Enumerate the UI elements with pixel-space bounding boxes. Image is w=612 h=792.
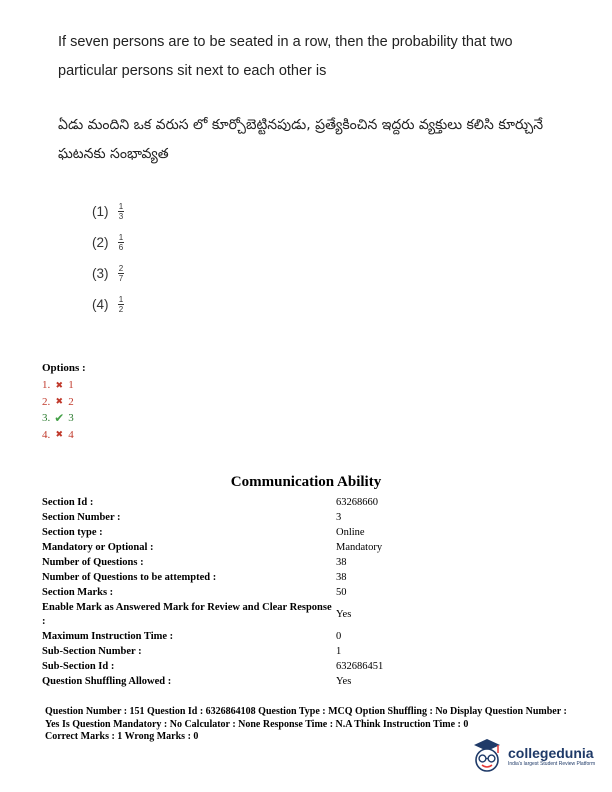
row-key: Number of Questions : (42, 557, 144, 568)
fraction (118, 264, 124, 283)
row-key: Sub-Section Number : (42, 646, 142, 657)
option-value: 1 (68, 379, 74, 392)
row-key: Enable Mark as Answered Mark for Review and Clear Response : (42, 601, 332, 627)
option-index: 2. (42, 395, 51, 408)
choice-4 (92, 289, 124, 320)
row-key: Section type : (42, 527, 103, 538)
check-icon: ✔ (54, 410, 65, 425)
row-value: 632686451 (336, 661, 384, 672)
row-value: 38 (336, 572, 347, 583)
option-item (42, 394, 86, 411)
table-row (42, 570, 436, 585)
table-row (42, 555, 436, 570)
row-value: 1 (336, 646, 342, 657)
fraction-numerator: 1 (118, 233, 124, 242)
choice-1 (92, 196, 124, 227)
row-value: 63268660 (336, 497, 378, 508)
fraction-denominator: 3 (118, 212, 124, 221)
table-row (42, 585, 436, 600)
row-key: Maximum Instruction Time : (42, 631, 174, 642)
answer-choices (92, 196, 124, 320)
fraction-numerator: 1 (118, 295, 124, 304)
table-row (42, 644, 436, 659)
row-value: 3 (336, 512, 342, 523)
option-item (42, 427, 86, 444)
fraction-numerator: 1 (118, 202, 124, 211)
row-value: 38 (336, 557, 347, 568)
question-meta-text: Question Number : 151 Question Id : 6326864108 Question Type : MCQ Option Shuffling : No Display Question Number : Yes Is Question Mandatory : No Calculator : None Response Time : N.A Think Instruction Time : 0 (45, 706, 567, 730)
option-item (42, 410, 86, 427)
option-item (42, 377, 86, 394)
choice-3 (92, 258, 124, 289)
options-list (42, 362, 86, 443)
fraction (118, 202, 124, 221)
row-value: Yes (336, 676, 352, 687)
row-value: Yes (336, 609, 352, 620)
option-value: 2 (68, 395, 74, 408)
choice-label: (2) (92, 235, 109, 250)
choice-label: (3) (92, 266, 109, 281)
table-row (42, 674, 436, 689)
question-telugu: ఏడు మందిని ఒక వరుస లో కూర్చోబెట్టినపుడు, ప్రత్యేకించిన ఇద్దరు వ్యక్తులు కలిసి కూర్చునే ఘటనకు సంభావ్యత (58, 117, 544, 162)
section-details-table (42, 495, 436, 689)
cross-icon: ✖ (55, 396, 64, 407)
option-index: 3. (42, 412, 51, 425)
cross-icon: ✖ (55, 429, 64, 440)
fraction-denominator: 6 (118, 243, 124, 252)
table-row (42, 629, 436, 644)
option-value: 4 (68, 428, 74, 441)
table-row (42, 525, 436, 540)
row-value: Mandatory (336, 542, 383, 553)
choice-label: (1) (92, 204, 109, 219)
table-row (42, 510, 436, 525)
fraction (118, 233, 124, 252)
table-row (42, 540, 436, 555)
choice-label: (4) (92, 297, 109, 312)
table-row (42, 495, 436, 510)
marks-text: Correct Marks : 1 Wrong Marks : 0 (45, 731, 199, 742)
fraction-numerator: 2 (118, 264, 124, 273)
row-key: Number of Questions to be attempted : (42, 572, 217, 583)
row-key: Section Number : (42, 512, 121, 523)
collegedunia-logo (470, 736, 595, 776)
fraction (118, 295, 124, 314)
table-row (42, 600, 436, 629)
section-title: Communication Ability (230, 474, 382, 490)
row-key: Mandatory or Optional : (42, 542, 154, 553)
option-value: 3 (68, 412, 74, 425)
row-key: Sub-Section Id : (42, 661, 115, 672)
choice-2 (92, 227, 124, 258)
row-key: Section Id : (42, 497, 94, 508)
question-english: If seven persons are to be seated in a row, then the probability that two particular persons sit next to each other is (58, 34, 513, 79)
logo-name: collegedunia (508, 745, 594, 761)
logo-tagline: India's largest Student Review Platform (508, 761, 596, 767)
fraction-denominator: 7 (118, 274, 124, 283)
row-value: Online (336, 527, 365, 538)
option-index: 1. (42, 379, 51, 392)
cross-icon: ✖ (55, 379, 64, 390)
row-key: Section Marks : (42, 587, 114, 598)
row-key: Question Shuffling Allowed : (42, 676, 172, 687)
option-index: 4. (42, 428, 51, 441)
row-value: 50 (336, 587, 347, 598)
graduate-mascot-icon (470, 736, 504, 776)
options-title: Options : (42, 362, 86, 374)
fraction-denominator: 2 (118, 305, 124, 314)
table-row (42, 659, 436, 674)
row-value: 0 (336, 631, 342, 642)
